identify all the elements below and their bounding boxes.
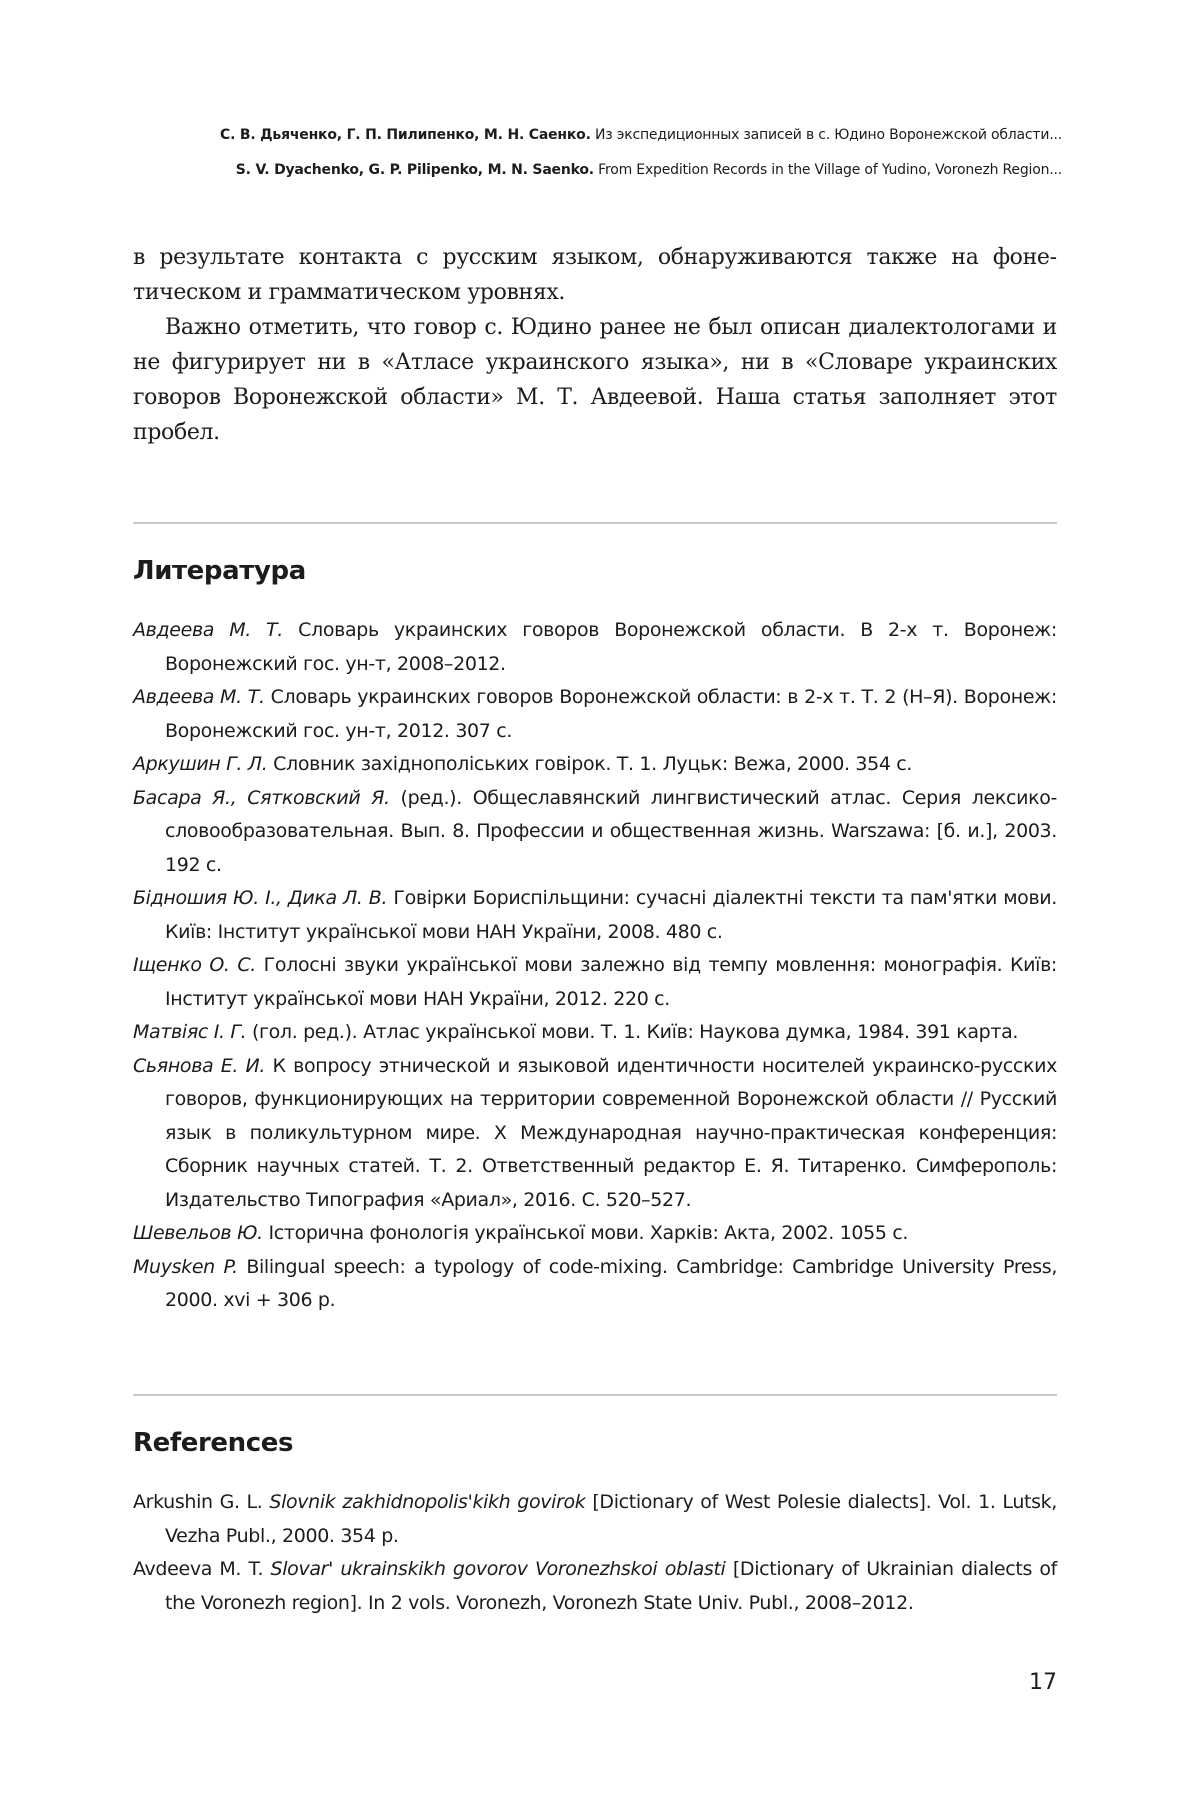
- section-divider: [133, 1394, 1057, 1396]
- ref-author: Avdeeva M. T.: [133, 1558, 271, 1580]
- literature-item: [133, 1251, 1057, 1318]
- literature-item: [133, 949, 1057, 1016]
- ref-author: Шевельов Ю.: [133, 1222, 263, 1244]
- ref-author: Бідношия Ю. І., Дика Л. В.: [133, 887, 388, 909]
- running-head-title: From Expedition Records in the Village of Yudino, Voronezh Region...: [598, 162, 1062, 178]
- references-heading: References: [133, 1428, 294, 1458]
- ref-author: Матвіяс І. Г.: [133, 1021, 247, 1043]
- ref-title: Slovnik zakhidnopolis'kikh govirok: [269, 1491, 586, 1513]
- literature-item: [133, 1016, 1057, 1050]
- ref-author: Іщенко О. С.: [133, 954, 256, 976]
- ref-author: Аркушин Г. Л.: [133, 753, 268, 775]
- ref-text: Словник західнополіських говірок. Т. 1. Луцьк: Вежа, 2000. 354 с.: [267, 753, 913, 775]
- running-head-title: Из экспедиционных записей в с. Юдино Воронежской области...: [594, 127, 1062, 143]
- literature-item: [133, 1217, 1057, 1251]
- ref-text: Словарь украинских говоров Воронежской области: в 2-х т. Т. 2 (Н–Я). Воронеж: Воронежский гос. ун-т, 2012. 307 с.: [165, 686, 1057, 742]
- ref-text: (гол. ред.). Атлас української мови. Т. 1. Київ: Наукова думка, 1984. 391 карта.: [246, 1021, 1019, 1043]
- reference-item: [133, 1486, 1057, 1553]
- ref-text: [Dictionary of West Polesie dialects]. Vol. 1. Lutsk, Vezha Publ., 2000. 354 p.: [165, 1491, 1057, 1547]
- body-paragraph: Важно отметить, что говор с. Юдино ранее не был описан диалектологами и не фигурирует ни в «Атласе украинского языка», ни в «Словаре украинских говоров Воронежской области» М. Т. Авдеевой. Наша статья заполняет этот пробел.: [133, 315, 1057, 445]
- literature-item: [133, 748, 1057, 782]
- ref-text: К вопросу этнической и языковой идентичности носителей украинско-русских говоров, функционирующих на территории современной Воронежской области // Русский язык в поликультурном мире. X Международная научно-практическая конференция: Сборник научных статей. Т. 2. Ответственный редактор Е. Я. Титаренко. Симферополь: Издательство Типография «Ариал», 2016. С. 520–527.: [165, 1054, 1057, 1211]
- ref-text: Словарь украинских говоров Воронежской области. В 2-х т. Воронеж: Воронежский гос. ун-т, 2008–2012.: [165, 619, 1057, 675]
- body-text: [133, 240, 1057, 450]
- ref-author: Arkushin G. L.: [133, 1491, 270, 1513]
- ref-text: Bilingual speech: a typology of code-mixing. Cambridge: Cambridge University Press, 2000. xvi + 306 p.: [165, 1255, 1058, 1311]
- running-head-russian: [220, 127, 1062, 143]
- ref-text: [Dictionary of Ukrainian dialects of the Voronezh region]. In 2 vols. Voronezh, Voronezh State Univ. Publ., 2008–2012.: [165, 1558, 1057, 1614]
- ref-author: Авдеева М. Т.: [133, 619, 283, 641]
- running-head-english: [236, 162, 1062, 178]
- ref-title: Slovar' ukrainskikh govorov Voronezhskoi oblasti: [270, 1558, 726, 1580]
- body-paragraph: в результате контакта с русским языком, обнаруживаются также на фонетическом и грамматическом уровнях.: [133, 245, 1057, 305]
- page-number: 17: [1029, 1670, 1057, 1695]
- literature-item: [133, 681, 1057, 748]
- literature-item: [133, 782, 1057, 883]
- section-divider: [133, 522, 1057, 524]
- literature-heading: Литература: [133, 556, 306, 586]
- references-list: [133, 1486, 1057, 1620]
- running-head-authors: S. V. Dyachenko, G. P. Pilipenko, M. N. Saenko.: [235, 162, 594, 178]
- ref-author: Сьянова Е. И.: [133, 1054, 266, 1077]
- literature-item: [133, 882, 1057, 949]
- running-head-authors: С. В. Дьяченко, Г. П. Пилипенко, М. Н. Саенко.: [220, 127, 591, 143]
- reference-item: [133, 1553, 1057, 1620]
- ref-text: Говірки Бориспільщини: сучасні діалектні тексти та пам'ятки мови. Київ: Інститут української мови НАН України, 2008. 480 с.: [165, 887, 1057, 943]
- ref-author: Басара Я., Сятковский Я.: [133, 786, 390, 809]
- ref-author: Авдеева М. Т.: [133, 686, 265, 708]
- ref-text: Історична фонологія української мови. Харків: Акта, 2002. 1055 с.: [262, 1222, 909, 1244]
- ref-author: Muysken P.: [133, 1255, 238, 1278]
- literature-item: [133, 1050, 1057, 1218]
- literature-list: [133, 614, 1057, 1318]
- literature-item: [133, 614, 1057, 681]
- ref-text: (ред.). Общеславянский лингвистический атлас. Серия лексико-словообразовательная. Вып. 8. Профессии и общественная жизнь. Warszawa: [б. и.], 2003. 192 с.: [165, 786, 1057, 876]
- ref-text: Голосні звуки української мови залежно від темпу мовлення: монографія. Київ: Інститут української мови НАН України, 2012. 220 с.: [165, 954, 1057, 1010]
